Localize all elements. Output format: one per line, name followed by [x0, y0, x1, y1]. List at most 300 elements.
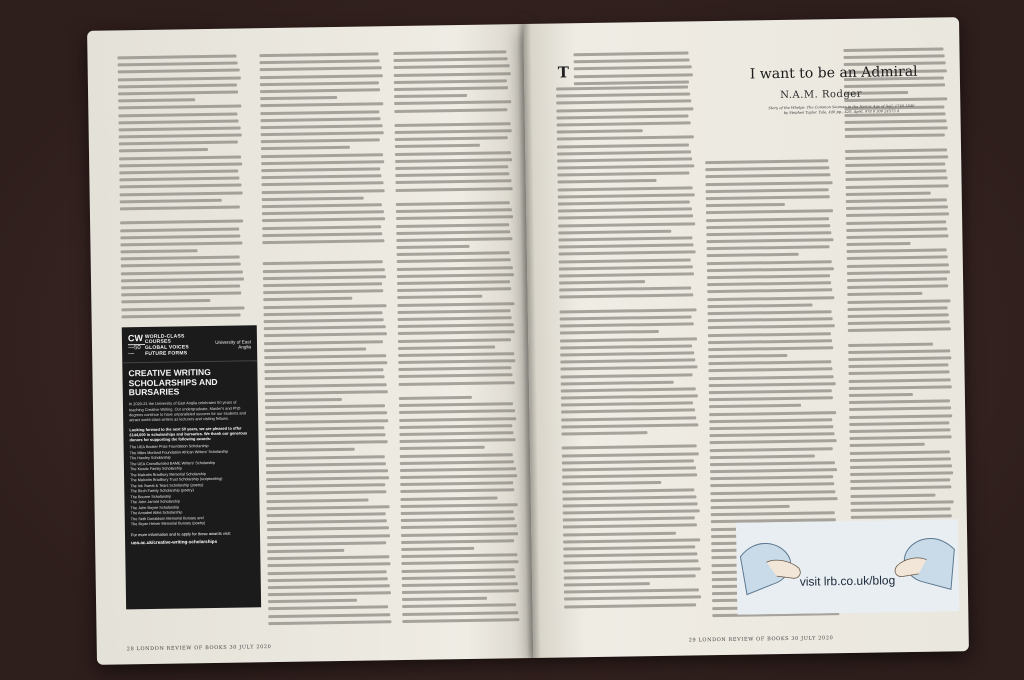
text-line [267, 563, 390, 568]
text-line [849, 407, 951, 412]
text-line [394, 86, 508, 91]
text-line [558, 215, 693, 220]
text-line [560, 344, 692, 349]
ad-url: uea.ac.uk/creative-writing-scholarships [131, 538, 218, 546]
text-line [396, 208, 512, 213]
left-page [87, 24, 533, 665]
text-line [709, 396, 833, 401]
text-line [558, 193, 695, 198]
text-line [563, 531, 676, 536]
text-line [846, 213, 949, 218]
text-line [560, 308, 697, 313]
text-line [261, 139, 380, 144]
text-line [562, 481, 661, 486]
text-line [709, 418, 832, 423]
text-line [120, 234, 240, 239]
text-line [266, 448, 355, 452]
text-line [261, 146, 350, 150]
text-line [268, 577, 388, 582]
text-line [121, 270, 243, 275]
text-line [396, 237, 512, 242]
text-line [401, 547, 474, 551]
text-line [709, 382, 836, 387]
text-line [848, 342, 933, 346]
text-line [851, 500, 954, 505]
text-line [118, 69, 240, 74]
text-line [119, 126, 241, 131]
text-line [847, 263, 949, 268]
text-line [562, 459, 694, 464]
list-item: The John Boyne Scholarship [130, 505, 180, 511]
text-line [120, 241, 242, 246]
text-line [401, 517, 515, 522]
text-line [710, 461, 835, 466]
text-line [267, 527, 389, 532]
text-line [265, 419, 388, 424]
text-line [846, 220, 946, 225]
text-line [396, 216, 513, 221]
text-line [402, 611, 518, 616]
text-line [844, 83, 945, 88]
text-line [262, 196, 364, 201]
text-line [709, 375, 834, 380]
text-line [558, 208, 692, 213]
text-line [847, 277, 947, 282]
ad-headline: CREATIVE WRITING SCHOLARSHIPS AND BURSARIES [128, 367, 218, 398]
text-line [402, 575, 516, 580]
tagline-line: WORLD-CLASS COURSES [144, 332, 185, 346]
text-line [267, 505, 390, 510]
text-line [556, 85, 688, 90]
text-line [263, 268, 385, 273]
text-line [706, 181, 833, 186]
text-line [848, 328, 951, 333]
text-line [706, 217, 829, 222]
list-item: The Annabel Abbs Scholarship [130, 510, 183, 516]
text-line [559, 244, 694, 249]
text-line [847, 285, 948, 290]
text-line [574, 80, 689, 85]
text-line [394, 57, 508, 62]
text-line [706, 195, 830, 200]
text-line [851, 515, 952, 520]
text-line [847, 292, 922, 296]
text-line [121, 306, 244, 311]
text-line [398, 345, 495, 350]
text-line [848, 313, 949, 318]
text-line [563, 509, 700, 514]
text-line [707, 253, 799, 257]
text-line [400, 467, 516, 472]
text-line [265, 390, 388, 395]
text-line [849, 414, 952, 419]
text-line [395, 165, 508, 170]
text-line [394, 65, 510, 70]
text-line [849, 371, 950, 376]
text-line [121, 299, 210, 303]
text-line [564, 582, 650, 586]
text-line [264, 369, 383, 374]
list-item: The Miles Morland Foundation African Writers' Scholarship [129, 449, 229, 456]
text-line [400, 489, 514, 494]
text-line [265, 398, 342, 402]
text-line [849, 428, 950, 433]
blog-ad-illustration [736, 519, 959, 614]
text-line [847, 249, 947, 254]
list-item: The Hawley Scholarship [129, 455, 171, 461]
text-line [559, 287, 691, 292]
text-line [118, 83, 237, 88]
text-line [706, 203, 785, 207]
text-line [398, 316, 512, 321]
text-line [401, 532, 518, 537]
text-line [120, 227, 239, 232]
text-line [261, 182, 383, 187]
text-line [260, 110, 379, 115]
text-line [845, 126, 948, 131]
text-line [708, 354, 787, 358]
text-line [394, 101, 511, 106]
text-line [267, 512, 386, 517]
text-line [850, 443, 925, 447]
text-line [850, 457, 951, 462]
text-line [260, 59, 380, 64]
text-line [261, 167, 380, 172]
text-line [707, 267, 834, 272]
text-line [264, 325, 386, 330]
text-line [564, 574, 696, 579]
list-item: The Birch Family Scholarship (poetry) [130, 488, 194, 494]
text-line [394, 79, 507, 84]
text-line [400, 496, 497, 501]
text-line [708, 324, 835, 329]
text-line [710, 454, 815, 459]
text-line [557, 179, 656, 184]
text-line [557, 164, 694, 169]
text-line [564, 567, 701, 572]
text-line [264, 340, 383, 345]
text-line [121, 249, 198, 253]
text-line [262, 218, 385, 223]
text-line [268, 584, 390, 589]
text-column-3 [393, 50, 520, 627]
text-line [118, 98, 195, 102]
text-line [267, 541, 386, 546]
text-line [400, 481, 513, 486]
text-line [848, 356, 951, 361]
text-line [709, 425, 833, 430]
text-line [846, 206, 948, 211]
text-line [119, 170, 238, 175]
text-line [401, 510, 514, 515]
text-line [562, 438, 696, 443]
text-line [708, 332, 831, 337]
text-line [559, 265, 693, 270]
page-footer-right: 29 LONDON REVIEW OF BOOKS 30 JULY 2020 [688, 635, 834, 644]
text-line [264, 311, 383, 316]
text-line [121, 263, 241, 268]
text-line [710, 447, 833, 452]
text-line [399, 381, 515, 386]
list-item: The Bourne Scholarship [130, 494, 172, 500]
text-line [266, 484, 385, 489]
text-line [562, 488, 694, 493]
text-line [557, 136, 694, 141]
text-line [119, 148, 208, 152]
text-line [709, 404, 801, 408]
text-line [562, 473, 697, 478]
text-line [706, 210, 833, 215]
text-line [574, 73, 693, 78]
text-line [708, 360, 831, 365]
text-line [267, 534, 390, 539]
text-line [396, 187, 513, 192]
text-line [119, 155, 241, 160]
page-footer-left: 28 LONDON REVIEW OF BOOKS 30 JULY 2020 [126, 644, 272, 653]
text-line [850, 464, 952, 469]
text-line [563, 517, 695, 522]
text-line [263, 254, 382, 259]
text-line [559, 294, 693, 299]
text-line [710, 439, 837, 444]
text-line [398, 309, 511, 314]
text-line [120, 220, 243, 225]
text-line [707, 281, 831, 286]
text-line [268, 613, 390, 618]
text-line [564, 588, 699, 593]
text-line [706, 224, 830, 229]
text-line [561, 380, 674, 385]
text-line [562, 445, 697, 450]
text-line [559, 301, 694, 306]
text-line [845, 162, 945, 167]
logo-sub: —50— [128, 344, 141, 358]
text-line [706, 238, 833, 243]
text-line [120, 205, 240, 210]
text-line [396, 230, 510, 235]
text-line [394, 108, 507, 113]
text-line [708, 339, 832, 344]
uea-scholarship-ad [122, 325, 261, 609]
text-line [267, 519, 387, 524]
text-line [558, 229, 671, 234]
text-line [261, 174, 381, 179]
text-line [561, 387, 696, 392]
text-line [397, 273, 514, 278]
tagline-line: GLOBAL VOICES [144, 344, 189, 352]
text-line [573, 51, 688, 56]
text-line [845, 155, 948, 160]
text-line [118, 112, 237, 117]
ad-funding: Looking forward to the next 50 years, we are pleased to offer £144,000 in scholarships and bursaries. We thank our generous donors for supporting the following awards: [129, 425, 248, 443]
text-line [559, 280, 645, 284]
text-line [397, 259, 511, 264]
text-line [560, 315, 692, 320]
text-line [560, 358, 695, 363]
text-line [709, 432, 834, 437]
text-line [850, 435, 952, 440]
text-line [710, 490, 835, 495]
text-line [121, 256, 240, 261]
text-line [394, 72, 511, 77]
text-line [260, 88, 380, 93]
text-line [402, 604, 516, 609]
text-line [563, 545, 695, 550]
text-line [395, 122, 511, 127]
logo-mark: CW [127, 333, 143, 344]
text-line [394, 115, 508, 120]
list-item: The Bryan Heiser Memorial Bursary (poetry) [130, 521, 206, 527]
text-line [850, 479, 950, 484]
text-line [268, 570, 387, 575]
text-line [849, 385, 952, 390]
text-line [121, 285, 240, 290]
text-line [265, 376, 385, 381]
text-line [262, 232, 382, 237]
text-line [268, 599, 357, 603]
text-line [260, 96, 337, 100]
text-line [707, 289, 832, 294]
text-line [400, 453, 513, 458]
text-line [264, 318, 384, 323]
text-line [561, 394, 698, 399]
text-line [705, 174, 830, 179]
text-line [266, 455, 385, 460]
text-line [266, 476, 389, 481]
text-line [556, 93, 690, 98]
article-column-1b [556, 85, 702, 612]
text-line [559, 251, 696, 256]
text-line [849, 393, 914, 397]
text-line [399, 402, 513, 407]
text-line [396, 201, 510, 206]
cw50-logo [128, 334, 145, 358]
text-line [265, 383, 387, 388]
text-line [708, 310, 832, 315]
text-line [561, 423, 698, 428]
text-line [563, 524, 697, 529]
text-line [400, 474, 517, 479]
text-line [395, 151, 511, 156]
blog-ad-url: visit lrb.co.uk/blog [799, 573, 896, 589]
text-line [708, 368, 832, 373]
text-line [564, 596, 701, 601]
text-line [401, 553, 517, 558]
text-line [710, 475, 833, 480]
text-line [851, 507, 951, 512]
text-line [395, 158, 512, 163]
text-line [850, 471, 953, 476]
article-column-3 [843, 47, 954, 523]
list-item: The Kowitz Family Scholarship [129, 466, 182, 472]
text-column-1 [117, 54, 245, 322]
text-line [398, 352, 514, 357]
text-line [398, 323, 514, 328]
text-line [706, 231, 831, 236]
text-line [847, 256, 948, 261]
text-line [398, 338, 511, 343]
text-line [266, 491, 386, 496]
list-item: The UEA Crowdfunded BAME Writers' Scholarship [129, 460, 216, 467]
text-line [263, 289, 383, 294]
text-line [706, 188, 829, 193]
text-line [574, 66, 692, 71]
text-line [847, 242, 912, 246]
text-line [117, 55, 236, 60]
ad-header [122, 325, 258, 363]
text-line [847, 299, 950, 304]
list-item: The Malcolm Bradbury Memorial Scholarship [130, 471, 206, 478]
text-line [574, 59, 690, 64]
text-line [268, 591, 391, 596]
review-meta: Story of the Whelps: The Common Seaman in the Heroic Age of Sail, 1740-1840 by Stephen Taylor. Yale, 440 pp., £20, April, 978 0 300 24573 4 [768, 103, 915, 116]
text-line [397, 280, 510, 285]
text-line [118, 62, 238, 67]
text-line [560, 337, 697, 342]
text-line [261, 160, 384, 165]
text-line [265, 426, 384, 431]
text-line [849, 400, 950, 405]
text-line [264, 347, 366, 352]
text-line [120, 191, 243, 196]
text-line [396, 194, 493, 199]
text-line [268, 620, 391, 625]
text-line [402, 597, 487, 601]
text-line [260, 103, 383, 108]
text-line [266, 469, 388, 474]
text-line [850, 493, 935, 497]
text-line [561, 373, 693, 378]
text-line [266, 462, 386, 467]
text-line [846, 234, 948, 239]
text-line [848, 306, 948, 311]
text-line [402, 568, 515, 573]
text-line [399, 424, 512, 429]
text-line [259, 52, 378, 57]
text-line [268, 606, 388, 611]
text-line [396, 245, 469, 249]
text-line [705, 159, 828, 164]
awards-list [124, 443, 260, 530]
text-line [556, 107, 693, 112]
text-line [401, 539, 514, 544]
text-line [396, 223, 509, 228]
text-line [395, 180, 511, 185]
list-item: The UEA Booker Prize Foundation Scholarship [129, 444, 209, 450]
text-line [401, 503, 518, 508]
article-column-1 [573, 51, 694, 89]
text-line [709, 411, 836, 416]
text-line [563, 502, 698, 507]
list-item: The Malcolm Bradbury Trust Scholarship (scriptwriting) [130, 477, 223, 483]
text-line [119, 162, 242, 167]
text-line [848, 364, 948, 369]
text-line [262, 225, 381, 230]
text-line [563, 538, 700, 543]
text-line [563, 560, 698, 565]
text-line [556, 100, 691, 105]
list-item: The John Jarrold Scholarship [130, 499, 180, 505]
text-line [400, 460, 514, 465]
text-line [260, 74, 383, 79]
text-line [845, 134, 945, 139]
text-line [849, 421, 949, 426]
text-line [263, 297, 352, 301]
text-line [118, 76, 241, 81]
text-line [845, 119, 947, 124]
text-line [707, 274, 830, 279]
text-line [260, 117, 380, 122]
